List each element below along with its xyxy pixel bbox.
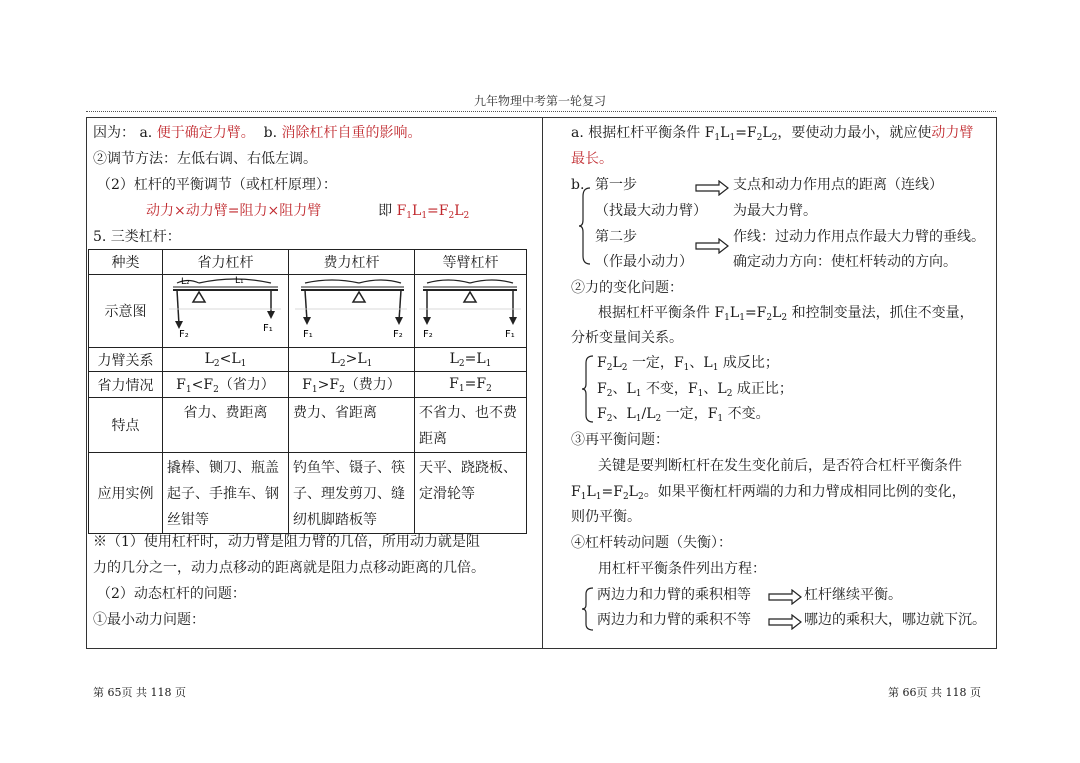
page-number-left: 第 65页 共 118 页 xyxy=(93,686,186,699)
example-cell: 撬棒、铡刀、瓶盖起子、手推车、钢丝钳等 xyxy=(163,453,289,534)
save-situation: $F_1=F_2$ xyxy=(415,372,527,398)
feature-cell: 省力、费距离 xyxy=(163,398,289,453)
step1-sub: （找最大动力臂） xyxy=(595,203,707,219)
double-arrow-icon xyxy=(768,614,802,630)
rotate-line: 用杠杆平衡条件列出方程： xyxy=(598,561,766,577)
adjust-method: ②调节方法：左低右调、右低左调。 xyxy=(93,151,317,167)
change-line-2: 分析变量间关系。 xyxy=(571,330,683,346)
step1-label: 第一步 xyxy=(595,177,637,193)
step2-result-2: 确定动力方向：使杠杆转动的方向。 xyxy=(733,254,957,270)
rebalance-title: ③再平衡问题： xyxy=(571,432,669,448)
diagram-label: L₁ xyxy=(235,276,244,286)
condition-1: $F_2L_2$ 一定，$F_1$、$L_1$ 成反比； xyxy=(597,355,779,373)
rebalance-line-3: 则仍平衡。 xyxy=(571,509,641,525)
lever-table xyxy=(88,249,527,534)
formula-line: 动力×动力臂=阻力×阻力臂 即 $F_1L_1=F_2L_2$ xyxy=(146,203,470,221)
row-label-diagram: 示意图 xyxy=(89,275,163,348)
change-line-1: 根据杠杆平衡条件 $F_1L_1=F_2L_2$ 和控制变量法，抓住不变量， xyxy=(598,305,974,323)
rotate-title: ④杠杆转动问题（失衡）： xyxy=(571,535,732,551)
row-label-example: 应用实例 xyxy=(89,453,163,534)
condition-3: $F_2$、$L_1/L_2$ 一定，$F_1$ 不变。 xyxy=(597,406,770,424)
lever-sketch-icon xyxy=(163,275,287,343)
double-arrow-icon xyxy=(768,589,802,605)
feature-cell: 费力、省距离 xyxy=(289,398,415,453)
condition-2: $F_2$、$L_1$ 不变，$F_1$、$L_2$ 成正比； xyxy=(597,381,793,399)
a-line-2: 最长。 xyxy=(571,151,613,167)
reason-b: 消除杠杆自重的影响。 xyxy=(281,125,422,141)
min-force-title: ①最小动力问题： xyxy=(93,612,205,628)
diagram-label: F₂ xyxy=(423,329,433,340)
table-header: 等臂杠杆 xyxy=(415,250,527,275)
diagram-label: F₂ xyxy=(179,329,189,340)
step1-result-2: 为最大力臂。 xyxy=(733,203,817,219)
equal-result: 杠杆继续平衡。 xyxy=(804,587,902,603)
double-arrow-icon xyxy=(695,180,729,196)
table-header: 费力杠杆 xyxy=(289,250,415,275)
unequal-case: 两边力和力臂的乘积不等 xyxy=(597,612,751,628)
example-cell: 天平、跷跷板、定滑轮等 xyxy=(415,453,527,534)
arm-relation: $L_2<L_1$ xyxy=(163,348,289,372)
formula-words: 动力×动力臂=阻力×阻力臂 xyxy=(146,203,322,219)
row-label-save: 省力情况 xyxy=(89,372,163,398)
double-arrow-icon xyxy=(695,238,729,254)
step2-sub: （作最小动力） xyxy=(595,254,693,270)
save-situation: $F_1>F_2$（费力） xyxy=(289,372,415,398)
row-label-arm: 力臂关系 xyxy=(89,348,163,372)
table-header: 种类 xyxy=(89,250,163,275)
note-line-2: 力的几分之一，动力点移动的距离就是阻力点移动距离的几倍。 xyxy=(93,560,485,576)
lever-sketch-icon xyxy=(415,275,525,343)
b-prefix: b. xyxy=(571,177,585,193)
diagram-force-costing xyxy=(289,275,415,348)
reason-a: 便于确定力臂。 xyxy=(156,125,255,141)
arm-relation: $L_2>L_1$ xyxy=(289,348,415,372)
page-number-right: 第 66页 共 118 页 xyxy=(888,686,981,699)
unequal-result: 哪边的乘积大，哪边就下沉。 xyxy=(804,612,986,628)
column-divider xyxy=(542,117,543,649)
three-types-title: 5. 三类杠杆： xyxy=(93,229,181,245)
equal-case: 两边力和力臂的乘积相等 xyxy=(597,587,751,603)
step2-result: 作线：过动力作用点作最大力臂的垂线。 xyxy=(733,229,985,245)
step2-label: 第二步 xyxy=(595,229,637,245)
save-situation: $F_1<F_2$（省力） xyxy=(163,372,289,398)
diagram-label: F₁ xyxy=(505,329,515,340)
diagram-label: F₁ xyxy=(303,329,313,340)
a-line-1: a. 根据杠杆平衡条件 $F_1L_1=F_2L_2$，要使动力最小，就应使动力臂 xyxy=(571,125,974,143)
diagram-label: L₂ xyxy=(181,277,190,287)
diagram-force-saving xyxy=(163,275,289,348)
balance-title: （2）杠杆的平衡调节（或杠杆原理）： xyxy=(97,177,337,193)
page-header-title: 九年物理中考第一轮复习 xyxy=(473,94,606,108)
example-cell: 钓鱼竿、镊子、筷子、理发剪刀、缝纫机脚踏板等 xyxy=(289,453,415,534)
rebalance-line-1: 关键是要判断杠杆在发生变化前后，是否符合杠杆平衡条件 xyxy=(598,458,962,474)
curly-brace-icon xyxy=(581,586,595,632)
curly-brace-icon xyxy=(581,354,595,424)
feature-cell: 不省力、也不费距离 xyxy=(415,398,527,453)
rebalance-line-2: $F_1L_1=F_2L_2$。如果平衡杠杆两端的力和力臂成相同比例的变化， xyxy=(571,484,966,502)
reason-line: 因为： a. 便于确定力臂。 b. 消除杠杆自重的影响。 xyxy=(93,125,422,141)
lever-sketch-icon xyxy=(289,275,413,343)
change-title: ②力的变化问题： xyxy=(571,280,683,296)
diagram-equal-arm xyxy=(415,275,527,348)
header-rule xyxy=(86,111,996,112)
table-header: 省力杠杆 xyxy=(163,250,289,275)
arm-relation: $L_2=L_1$ xyxy=(415,348,527,372)
dynamic-title: （2）动态杠杆的问题： xyxy=(97,586,246,602)
step1-result: 支点和动力作用点的距离（连线） xyxy=(733,177,943,193)
row-label-feature: 特点 xyxy=(89,398,163,453)
note-line-1: ※（1）使用杠杆时，动力臂是阻力臂的几倍，所用动力就是阻 xyxy=(93,534,480,550)
diagram-label: F₁ xyxy=(263,323,273,334)
diagram-label: F₂ xyxy=(393,329,403,340)
curly-brace-icon xyxy=(578,186,592,266)
